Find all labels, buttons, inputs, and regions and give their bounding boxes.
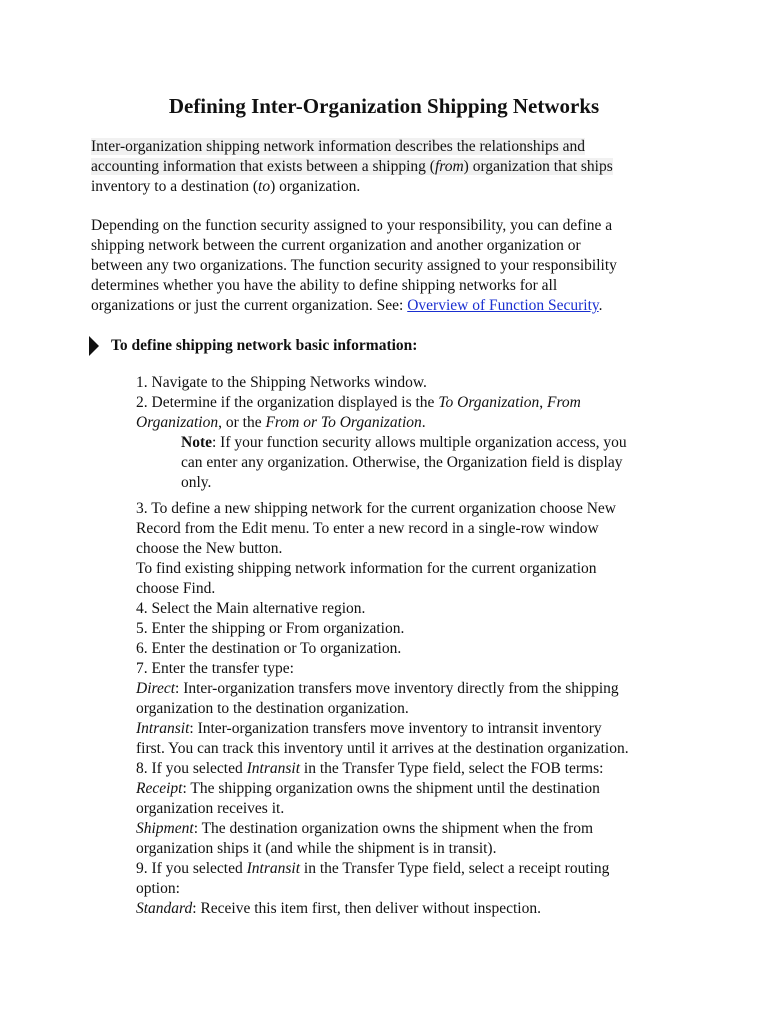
step-6: 6. Enter the destination or To organization. [136, 640, 402, 657]
step-text: , [539, 394, 547, 411]
intransit-option-continued: first. You can track this inventory until it arrives at the destination organization. [136, 740, 629, 757]
security-line: between any two organizations. The function security assigned to your responsibility [91, 257, 617, 274]
procedure-heading [89, 334, 417, 358]
intransit-term: Intransit [246, 860, 301, 877]
security-text: organizations or just the current organization. See: [91, 297, 408, 314]
intro-line-2 [91, 158, 613, 175]
step-text: , or the [218, 414, 266, 431]
steps-list-part-2 [136, 499, 696, 919]
step-3-continued: Record from the Edit menu. To enter a new record in a single-row window [136, 520, 599, 537]
intro-text: ) organization that ships [463, 158, 613, 175]
to-organization-term: To Organization [438, 394, 540, 411]
procedure-triangle-icon [89, 336, 99, 356]
option-text: : Inter-organization transfers move inventory directly from the shipping [175, 680, 619, 697]
standard-option [136, 899, 696, 919]
from-or-to-organization-term: From or To Organization [265, 414, 422, 431]
receipt-term: Receipt [136, 780, 183, 797]
step-3-continued: choose the New button. [136, 540, 283, 557]
from-organization-term: From [547, 394, 581, 411]
find-instruction: To find existing shipping network information for the current organization [136, 560, 597, 577]
note-text: can enter any organization. Otherwise, the Organization field is display [181, 454, 623, 471]
intransit-term: Intransit [246, 760, 301, 777]
step-3: 3. To define a new shipping network for the current organization choose New [136, 500, 616, 517]
steps-list-part-1 [136, 373, 696, 433]
intro-paragraph [91, 137, 691, 197]
note-block [181, 433, 691, 493]
step-7: 7. Enter the transfer type: [136, 660, 294, 677]
intro-text: inventory to a destination ( [91, 178, 259, 195]
standard-term: Standard [136, 900, 193, 917]
security-line: determines whether you have the ability to define shipping networks for all [91, 277, 558, 294]
step-1: 1. Navigate to the Shipping Networks window. [136, 374, 427, 391]
security-paragraph [91, 216, 691, 316]
step-5: 5. Enter the shipping or From organization. [136, 620, 405, 637]
step-text: 8. If you selected [136, 760, 247, 777]
intransit-option [136, 719, 696, 739]
step-2-continued [136, 413, 696, 433]
intro-line-1: Inter-organization shipping network information describes the relationships and [91, 138, 585, 155]
function-security-link[interactable]: Overview of Function Security [407, 297, 599, 314]
page-title: Defining Inter-Organization Shipping Networks [168, 94, 600, 118]
receipt-option [136, 779, 696, 799]
direct-term: Direct [136, 680, 176, 697]
direct-option-continued: organization to the destination organization. [136, 700, 409, 717]
step-text: 2. Determine if the organization displayed is the [136, 394, 439, 411]
security-text: . [598, 297, 603, 314]
note-label: Note [181, 434, 212, 451]
intro-text: accounting information that exists between a shipping ( [91, 158, 435, 175]
from-term: from [434, 158, 464, 175]
step-text: in the Transfer Type field, select the FOB terms: [300, 760, 604, 777]
direct-option [136, 679, 696, 699]
step-9-continued: option: [136, 880, 180, 897]
procedure-heading-label: To define shipping network basic information: [111, 337, 418, 354]
receipt-option-continued: organization receives it. [136, 800, 285, 817]
step-text: 9. If you selected [136, 860, 247, 877]
step-text: . [421, 414, 426, 431]
step-8 [136, 759, 696, 779]
from-organization-term: Organization [136, 414, 219, 431]
step-9 [136, 859, 696, 879]
intro-text: ) organization. [270, 178, 361, 195]
step-text: in the Transfer Type field, select a receipt routing [300, 860, 610, 877]
option-text: : The shipping organization owns the shipment until the destination [182, 780, 600, 797]
intransit-term: Intransit [136, 720, 190, 737]
option-text: : The destination organization owns the shipment when the from [193, 820, 594, 837]
step-2 [136, 393, 696, 413]
find-instruction-continued: choose Find. [136, 580, 216, 597]
option-text: : Inter-organization transfers move inventory to intransit inventory [189, 720, 602, 737]
option-text: : Receive this item first, then deliver without inspection. [192, 900, 541, 917]
shipment-option [136, 819, 696, 839]
security-line: Depending on the function security assigned to your responsibility, you can define a [91, 217, 613, 234]
shipment-term: Shipment [136, 820, 194, 837]
note-text: : If your function security allows multiple organization access, you [212, 434, 627, 451]
to-term: to [258, 178, 271, 195]
note-text: only. [181, 474, 212, 491]
shipment-option-continued: organization ships it (and while the shipment is in transit). [136, 840, 497, 857]
step-4: 4. Select the Main alternative region. [136, 600, 366, 617]
security-line: shipping network between the current organization and another organization or [91, 237, 581, 254]
